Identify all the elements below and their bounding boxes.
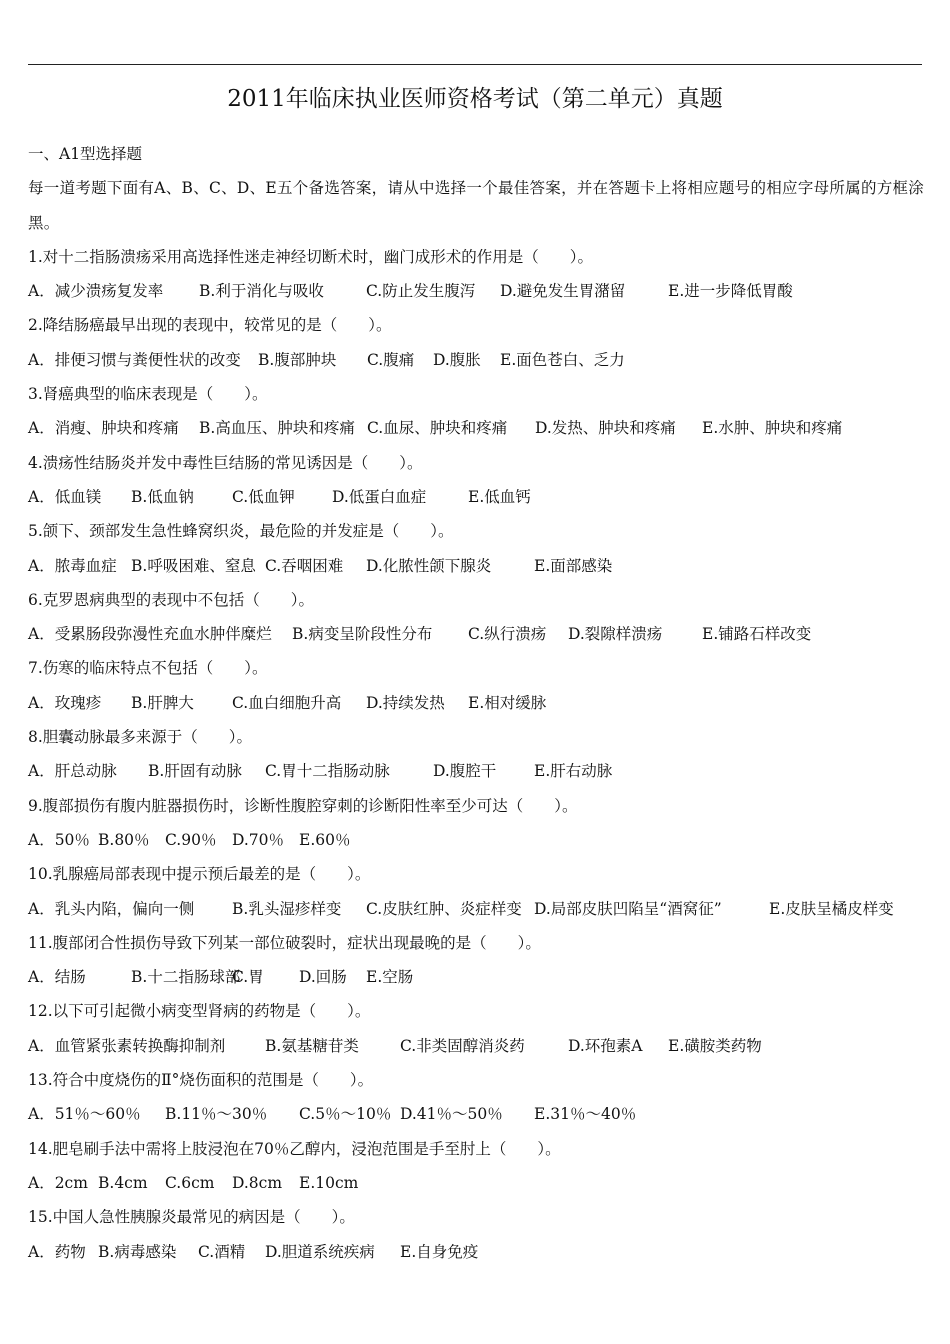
- answer-option-d: D.70％: [232, 830, 285, 849]
- answer-option-b: B.呼吸困难、窒息: [131, 556, 256, 575]
- answer-option-a: A．血管紧张素转换酶抑制剂: [28, 1036, 226, 1055]
- answer-option-b: B.病变呈阶段性分布: [292, 625, 433, 644]
- answer-option-b: B.病毒感染: [98, 1242, 177, 1261]
- option-row: [28, 274, 924, 308]
- answer-option-a: A．2cm: [28, 1173, 88, 1192]
- answer-option-b: B.4cm: [98, 1173, 148, 1192]
- answer-option-e: E.铺路石样改变: [702, 625, 812, 644]
- answer-option-c: C.血白细胞升高: [232, 693, 342, 712]
- option-row: [28, 1235, 924, 1269]
- section-instructions: 每一道考题下面有A、B、C、D、E五个备选答案，请从中选择一个最佳答案，并在答题卡上将相应题号的相应字母所属的方框涂黑。: [28, 179, 924, 232]
- option-row: [28, 1029, 924, 1063]
- answer-option-a: A．减少溃疡复发率: [28, 282, 164, 301]
- option-row: [28, 823, 924, 857]
- answer-option-d: D.回肠: [299, 968, 347, 987]
- answer-option-b: B.高血压、肿块和疼痛: [199, 419, 355, 438]
- answer-option-e: E.10cm: [299, 1173, 359, 1192]
- answer-option-e: E.自身免疫: [400, 1242, 479, 1261]
- answer-option-d: D.化脓性颌下腺炎: [366, 556, 492, 575]
- answer-option-a: A．乳头内陷，偏向一侧: [28, 899, 195, 918]
- question-stem: 13.符合中度烧伤的Ⅱ°烧伤面积的范围是（ ）。: [28, 1071, 374, 1090]
- answer-option-a: A．排便习惯与粪便性状的改变: [28, 350, 241, 369]
- answer-option-d: D.8cm: [232, 1173, 283, 1192]
- answer-option-d: D.胆道系统疾病: [265, 1242, 375, 1261]
- answer-option-b: B.80％: [98, 830, 150, 849]
- option-row: [28, 892, 924, 926]
- answer-option-d: D.避免发生胃潴留: [500, 282, 626, 301]
- answer-option-c: C.腹痛: [367, 350, 415, 369]
- question-stem: 2.降结肠癌最早出现的表现中，较常见的是（ ）。: [28, 316, 392, 335]
- option-row: [28, 549, 924, 583]
- answer-option-a: A．结肠: [28, 968, 86, 987]
- question-stem: 4.溃疡性结肠炎并发中毒性巨结肠的常见诱因是（ ）。: [28, 453, 423, 472]
- question-stem: 11.腹部闭合性损伤导致下列某一部位破裂时，症状出现最晚的是（ ）。: [28, 933, 541, 952]
- answer-option-a: A．低血镁: [28, 487, 102, 506]
- answer-option-b: B.11％～30％: [165, 1105, 268, 1124]
- answer-option-e: E.60％: [299, 830, 351, 849]
- question-stem: 14.肥皂刷手法中需将上肢浸泡在70％乙醇内，浸泡范围是手至肘上（ ）。: [28, 1139, 561, 1158]
- answer-option-b: B.肝固有动脉: [148, 762, 242, 781]
- answer-option-d: D.持续发热: [366, 693, 445, 712]
- header-rule: [28, 64, 922, 65]
- answer-option-e: E.面部感染: [534, 556, 613, 575]
- option-row: [28, 411, 924, 445]
- option-row: [28, 754, 924, 788]
- answer-option-b: B.乳头湿疹样变: [232, 899, 342, 918]
- question-stem: 10.乳腺癌局部表现中提示预后最差的是（ ）。: [28, 865, 371, 884]
- answer-option-a: A．51％～60％: [28, 1105, 141, 1124]
- answer-option-d: D.41％～50％: [400, 1105, 503, 1124]
- answer-option-c: C.90％: [165, 830, 217, 849]
- answer-option-c: C.纵行溃疡: [468, 625, 547, 644]
- question-stem: 6.克罗恩病典型的表现中不包括（ ）。: [28, 590, 315, 609]
- question-stem: 5.颌下、颈部发生急性蜂窝织炎，最危险的并发症是（ ）。: [28, 522, 454, 541]
- answer-option-c: C.胃: [232, 968, 264, 987]
- option-row: [28, 1097, 924, 1131]
- answer-option-e: E.相对缓脉: [468, 693, 547, 712]
- answer-option-e: E.皮肤呈橘皮样变: [769, 899, 894, 918]
- answer-option-e: E.进一步降低胃酸: [668, 282, 793, 301]
- answer-option-e: E.磺胺类药物: [668, 1036, 762, 1055]
- answer-option-d: D.裂隙样溃疡: [568, 625, 663, 644]
- answer-option-a: A．脓毒血症: [28, 556, 117, 575]
- answer-option-c: C.防止发生腹泻: [366, 282, 476, 301]
- question-stem: 7.伤寒的临床特点不包括（ ）。: [28, 659, 268, 678]
- answer-option-c: C.血尿、肿块和疼痛: [367, 419, 508, 438]
- answer-option-e: E.低血钙: [468, 487, 531, 506]
- answer-option-b: B.氨基糖苷类: [265, 1036, 359, 1055]
- answer-option-e: E.肝右动脉: [534, 762, 613, 781]
- answer-option-d: D.腹腔干: [433, 762, 497, 781]
- option-row: [28, 343, 924, 377]
- question-stem: 9.腹部损伤有腹内脏器损伤时，诊断性腹腔穿刺的诊断阳性率至少可达（ ）。: [28, 796, 578, 815]
- answer-option-c: C.吞咽困难: [265, 556, 344, 575]
- answer-option-a: A．玫瑰疹: [28, 693, 102, 712]
- question-stem: 12.以下可引起微小病变型肾病的药物是（ ）。: [28, 1002, 371, 1021]
- answer-option-e: E.空肠: [366, 968, 414, 987]
- answer-option-c: C.低血钾: [232, 487, 295, 506]
- answer-option-b: B.利于消化与吸收: [199, 282, 324, 301]
- answer-option-d: D.局部皮肤凹陷呈“酒窝征”: [534, 899, 722, 918]
- document-title: 2011年临床执业医师资格考试（第二单元）真题: [227, 86, 723, 112]
- option-row: [28, 617, 924, 651]
- answer-option-e: E.水肿、肿块和疼痛: [702, 419, 843, 438]
- answer-option-b: B.肝脾大: [131, 693, 194, 712]
- answer-option-d: D.低蛋白血症: [332, 487, 427, 506]
- question-stem: 15.中国人急性胰腺炎最常见的病因是（ ）。: [28, 1208, 355, 1227]
- answer-option-c: C.非类固醇消炎药: [400, 1036, 525, 1055]
- answer-option-c: C.5％～10％: [299, 1105, 392, 1124]
- option-row: [28, 480, 924, 514]
- answer-option-e: E.31％～40％: [534, 1105, 637, 1124]
- answer-option-c: C.胃十二指肠动脉: [265, 762, 390, 781]
- option-row: [28, 960, 924, 994]
- answer-option-a: A．药物: [28, 1242, 86, 1261]
- option-row: [28, 686, 924, 720]
- answer-option-a: A．消瘦、肿块和疼痛: [28, 419, 179, 438]
- section-heading: 一、A1型选择题: [28, 145, 143, 163]
- answer-option-b: B.腹部肿块: [258, 350, 337, 369]
- answer-option-b: B.十二指肠球部: [131, 968, 241, 987]
- answer-option-c: C.酒精: [198, 1242, 246, 1261]
- answer-option-a: A．肝总动脉: [28, 762, 117, 781]
- answer-option-d: D.腹胀: [433, 350, 481, 369]
- answer-option-c: C.6cm: [165, 1173, 215, 1192]
- question-list: [28, 240, 924, 1269]
- answer-option-a: A．受累肠段弥漫性充血水肿伴糜烂: [28, 625, 272, 644]
- document-body: [28, 137, 924, 1269]
- option-row: [28, 1166, 924, 1200]
- answer-option-c: C.皮肤红肿、炎症样变: [366, 899, 522, 918]
- question-stem: 3.肾癌典型的临床表现是（ ）。: [28, 385, 268, 404]
- answer-option-b: B.低血钠: [131, 487, 194, 506]
- question-stem: 1.对十二指肠溃疡采用高选择性迷走神经切断术时，幽门成形术的作用是（ ）。: [28, 247, 594, 266]
- answer-option-a: A．50％: [28, 830, 90, 849]
- answer-option-e: E.面色苍白、乏力: [500, 350, 625, 369]
- answer-option-d: D.发热、肿块和疼痛: [535, 419, 676, 438]
- question-stem: 8.胆囊动脉最多来源于（ ）。: [28, 728, 253, 747]
- answer-option-d: D.环孢素A: [568, 1036, 643, 1055]
